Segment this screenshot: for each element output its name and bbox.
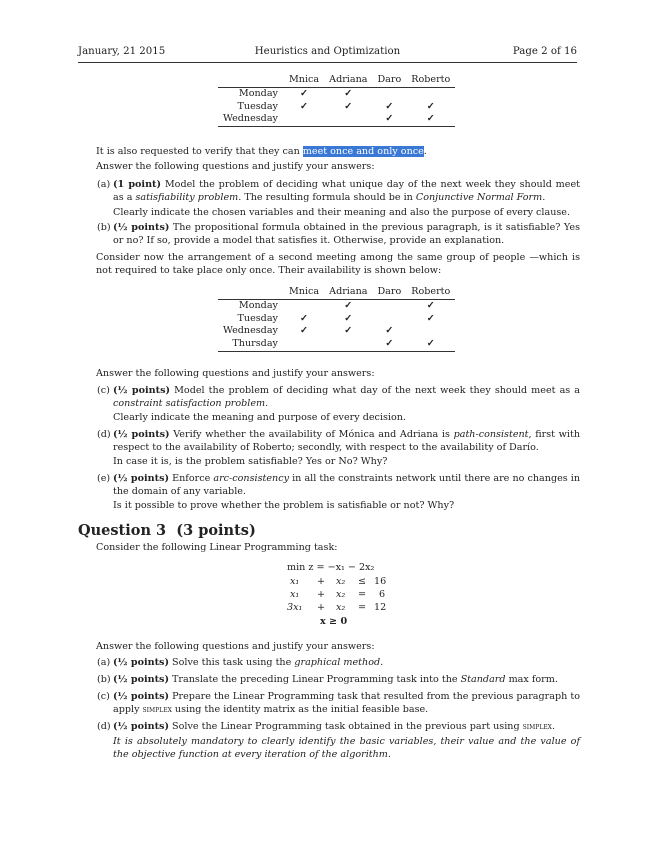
lp-intro: Consider the following Linear Programming task:	[96, 542, 338, 553]
question-text: . The resulting formula should be in	[238, 192, 416, 203]
page-header	[78, 46, 577, 60]
check-cell: ✓	[372, 338, 406, 351]
column-header: Roberto	[406, 74, 455, 87]
question-text: , first with respect to the availability of Roberto; secondly, with respect to the availability of Darío.	[113, 429, 580, 453]
question-e	[113, 472, 580, 498]
check-cell: ✓	[426, 100, 435, 112]
heading-points: (3 points)	[176, 522, 256, 539]
lp-relation: ≤	[358, 576, 367, 587]
table-header-row	[218, 74, 455, 87]
lp-term: x₁	[290, 589, 300, 600]
check-cell: ✓	[385, 325, 394, 337]
question-3c	[113, 690, 580, 717]
check-cell: ✓	[406, 113, 455, 126]
question-e-subtext: Is it possible to prove whether the problem is satisfiable or not? Why?	[113, 500, 455, 511]
day-label: Monday	[238, 299, 278, 311]
check-cell	[324, 338, 372, 351]
lp-term: x₂	[336, 602, 346, 613]
question-label: (a)	[97, 179, 111, 190]
lp-relation: =	[358, 589, 367, 600]
check-cell	[406, 325, 455, 338]
check-cell	[284, 113, 324, 126]
question-3b	[113, 673, 580, 686]
lp-term: x₂	[336, 589, 346, 600]
question-label: (c)	[97, 691, 110, 702]
answer-prompt: Answer the following questions and justify your answers:	[96, 641, 375, 652]
verify-text: It is also requested to verify that they can	[96, 146, 303, 157]
check-cell: ✓	[385, 100, 394, 112]
question-3a	[113, 656, 580, 669]
lp-relation: =	[358, 602, 367, 613]
answer-prompt: Answer the following questions and justify your answers:	[96, 368, 375, 379]
lp-operator: +	[317, 589, 326, 600]
check-cell	[284, 338, 324, 351]
question-text: Verify whether the availability of Mónica and Adriana is	[169, 429, 454, 440]
question-label: (c)	[97, 385, 110, 396]
day-label: Monday	[238, 87, 278, 99]
question-text: Model the problem of deciding what day of the next week they should meet as a	[170, 385, 581, 396]
points: (½ points)	[113, 222, 170, 233]
emphasis: graphical method	[294, 657, 381, 668]
lp-objective: min z = −x₁ − 2x₂	[287, 562, 375, 573]
points: (½ points)	[113, 385, 171, 396]
check-cell	[372, 299, 406, 312]
points: (1 point)	[113, 179, 162, 190]
points: (½ points)	[113, 657, 169, 668]
question-text: Translate the preceding Linear Programming task into the	[168, 674, 461, 685]
availability-table-2	[218, 286, 455, 352]
column-header: Roberto	[406, 286, 455, 299]
table-row	[218, 101, 455, 114]
question-text: Model the problem of deciding what unique day of the next week they should meet as a	[113, 179, 580, 203]
question-c	[113, 384, 580, 410]
points: (½ points)	[113, 721, 169, 732]
points: (½ points)	[113, 674, 169, 685]
lp-term: x₂	[336, 576, 346, 587]
check-cell: ✓	[426, 312, 435, 324]
table-row	[218, 313, 455, 326]
check-cell: ✓	[344, 312, 353, 324]
check-cell: ✓	[344, 100, 353, 112]
lp-rhs: 6	[379, 589, 386, 600]
lp-rhs: 16	[374, 576, 387, 587]
check-cell	[324, 113, 372, 126]
table-row	[218, 87, 455, 100]
column-header: Adriana	[324, 286, 372, 299]
emphasis: arc-consistency	[213, 473, 290, 484]
emphasis: Conjunctive Normal Form	[415, 192, 543, 203]
lp-term: 3x₁	[287, 602, 303, 613]
column-header: Daro	[372, 74, 406, 87]
check-cell: ✓	[300, 100, 309, 112]
heading-text: Question 3	[78, 522, 167, 539]
points: (½ points)	[113, 691, 170, 702]
lp-operator: +	[317, 576, 326, 587]
question-a	[113, 178, 580, 204]
check-cell: ✓	[344, 325, 353, 337]
verify-text-end: .	[423, 146, 427, 157]
check-cell: ✓	[344, 87, 353, 99]
question-text: using the identity matrix as the initial feasible base.	[171, 704, 429, 715]
lp-nonnegativity: x ≥ 0	[320, 616, 348, 627]
question-label: (e)	[97, 473, 111, 484]
points: (½ points)	[113, 473, 170, 484]
table-row	[218, 338, 455, 351]
check-cell	[284, 299, 324, 312]
check-cell: ✓	[300, 325, 309, 337]
check-cell	[406, 87, 455, 100]
question-text: Prepare the Linear Programming task that resulted from the previous paragraph to apply	[113, 691, 581, 715]
check-cell: ✓	[372, 113, 406, 126]
answer-prompt: Answer the following questions and justify your answers:	[96, 161, 375, 172]
small-caps-term: simplex	[142, 705, 172, 715]
question-text: .	[542, 192, 546, 203]
question-text: Solve this task using the	[168, 657, 295, 668]
question-text: Enforce	[169, 473, 214, 484]
question-text: The propositional formula obtained in the previous paragraph, is it satisfiable? Yes or no? If so, provide a model that satisfies it. Otherwise, provide an explanation.	[113, 222, 580, 246]
emphasis: satisfiability problem	[135, 192, 239, 203]
header-title: Heuristics and Optimization	[254, 46, 401, 57]
question-3d	[113, 720, 580, 734]
check-cell: ✓	[344, 299, 353, 311]
lp-rhs: 12	[374, 602, 387, 613]
emphasis: Standard	[460, 674, 506, 685]
column-header: Daro	[372, 286, 406, 299]
check-cell	[372, 313, 406, 326]
question-text: .	[265, 398, 269, 409]
question-3d-note: It is absolutely mandatory to clearly identify the basic variables, their value and the value of the objective function at every iteration of the algorithm.	[113, 736, 580, 760]
lp-operator: +	[317, 602, 326, 613]
selected-text-highlight[interactable]: meet once and only once	[302, 146, 424, 157]
question-d	[113, 428, 580, 454]
question-label: (d)	[97, 721, 111, 732]
question-label: (d)	[97, 429, 111, 440]
day-label: Wednesday	[223, 325, 278, 337]
question-3-heading	[78, 522, 256, 539]
question-label: (b)	[97, 222, 111, 233]
table-header-row	[218, 286, 455, 299]
question-b	[113, 221, 580, 247]
question-text: in all the constraints network until there are no changes in the domain of any variable.	[113, 473, 581, 497]
column-header: Adriana	[324, 74, 372, 87]
header-date: January, 21 2015	[78, 46, 166, 57]
check-cell: ✓	[300, 312, 309, 324]
header-page-number: Page 2 of 16	[512, 46, 577, 57]
lp-term: x₁	[290, 576, 300, 587]
second-meeting-paragraph: Consider now the arrangement of a second meeting among the same group of people —which is not required to take place only once. Their availability is shown below:	[96, 252, 580, 276]
check-cell: ✓	[300, 87, 309, 99]
column-header: Mnica	[284, 286, 324, 299]
question-text: .	[380, 657, 384, 668]
emphasis: path-consistent	[453, 429, 529, 440]
availability-table-1	[218, 74, 455, 127]
points: (½ points)	[113, 429, 170, 440]
check-cell	[372, 87, 406, 100]
question-a-subtext: Clearly indicate the chosen variables and their meaning and also the purpose of every clause.	[113, 207, 571, 218]
header-rule	[78, 62, 577, 63]
check-cell: ✓	[426, 299, 435, 311]
day-label: Wednesday	[218, 113, 284, 126]
day-label: Tuesday	[237, 100, 278, 112]
emphasis: constraint satisfaction problem	[113, 398, 266, 409]
check-cell: ✓	[406, 338, 455, 351]
question-text: max form.	[505, 674, 558, 685]
day-label: Thursday	[218, 338, 284, 351]
question-text: .	[551, 721, 556, 732]
question-label: (b)	[97, 674, 111, 685]
verify-paragraph	[96, 145, 580, 158]
question-d-subtext: In case it is, is the problem satisfiable? Yes or No? Why?	[113, 456, 388, 467]
question-c-subtext: Clearly indicate the meaning and purpose of every decision.	[113, 412, 406, 423]
table-row	[218, 325, 455, 338]
table-row	[218, 113, 455, 126]
day-label: Tuesday	[237, 312, 278, 324]
question-label: (a)	[97, 657, 111, 668]
table-row	[218, 299, 455, 312]
column-header: Mnica	[284, 74, 324, 87]
question-text: Solve the Linear Programming task obtained in the previous part using	[168, 721, 523, 732]
small-caps-term: simplex	[522, 722, 552, 732]
